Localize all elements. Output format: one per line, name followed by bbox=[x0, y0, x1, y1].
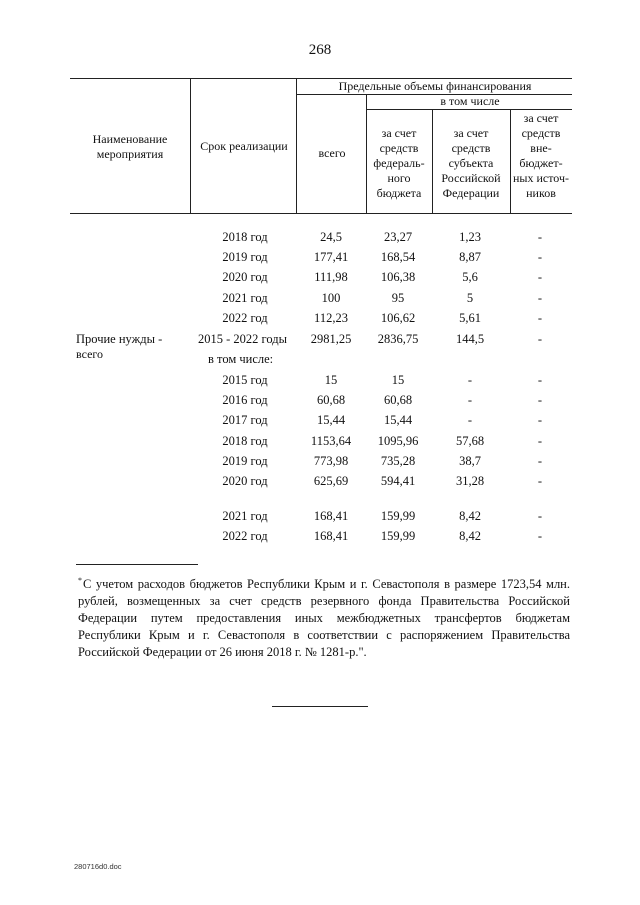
row-year: 2018 год bbox=[222, 230, 268, 244]
row-year: 2021 год bbox=[222, 509, 268, 523]
row-total: 177,41 bbox=[313, 250, 349, 264]
row-year: 2018 год bbox=[222, 434, 268, 448]
row-extra: - bbox=[537, 291, 543, 305]
header-period: Срок реализации bbox=[200, 139, 288, 153]
row-federal: 15 bbox=[391, 373, 405, 387]
header-extrabudget: за счет средств вне-бюджет-ных источ-ников bbox=[512, 111, 570, 200]
row-federal: 23,27 bbox=[383, 230, 413, 244]
row-federal: 159,99 bbox=[380, 529, 416, 543]
row-extra: - bbox=[537, 454, 543, 468]
row-federal: 159,99 bbox=[380, 509, 416, 523]
other-needs-extra: - bbox=[537, 332, 543, 346]
row-federal: 594,41 bbox=[380, 474, 416, 488]
other-needs-name-cont: всего bbox=[76, 347, 104, 361]
row-extra: - bbox=[537, 373, 543, 387]
row-subject: 57,68 bbox=[455, 434, 485, 448]
header-divider-3 bbox=[366, 94, 367, 213]
row-subject: 1,23 bbox=[459, 230, 481, 244]
row-year: 2022 год bbox=[222, 529, 268, 543]
row-extra: - bbox=[537, 311, 543, 325]
row-year: 2021 год bbox=[222, 291, 268, 305]
row-federal: 60,68 bbox=[383, 393, 413, 407]
row-federal: 15,44 bbox=[383, 413, 413, 427]
document-reference: 280716d0.doc bbox=[74, 862, 122, 871]
row-year: 2019 год bbox=[222, 250, 268, 264]
header-divider-1 bbox=[190, 78, 191, 213]
row-subject: - bbox=[467, 373, 473, 387]
row-extra: - bbox=[537, 434, 543, 448]
other-needs-period: 2015 - 2022 годы bbox=[198, 332, 288, 346]
row-federal: 1095,96 bbox=[377, 434, 419, 448]
row-extra: - bbox=[537, 393, 543, 407]
other-needs-subject: 144,5 bbox=[455, 332, 485, 346]
row-extra: - bbox=[537, 413, 543, 427]
row-subject: 8,42 bbox=[459, 529, 481, 543]
row-year: 2020 год bbox=[222, 474, 268, 488]
row-total: 773,98 bbox=[313, 454, 349, 468]
page-number: 268 bbox=[308, 42, 332, 58]
row-subject: 5,6 bbox=[462, 270, 478, 284]
row-total: 15,44 bbox=[316, 413, 346, 427]
row-year: 2015 год bbox=[222, 373, 268, 387]
row-federal: 168,54 bbox=[380, 250, 416, 264]
header-including: в том числе bbox=[440, 94, 500, 108]
row-total: 168,41 bbox=[313, 529, 349, 543]
header-total: всего bbox=[318, 146, 346, 160]
header-divider-5 bbox=[510, 109, 511, 213]
row-year: 2016 год bbox=[222, 393, 268, 407]
row-total: 15 bbox=[324, 373, 338, 387]
header-divider-2 bbox=[296, 78, 297, 213]
row-total: 1153,64 bbox=[310, 434, 352, 448]
footnote-text: С учетом расходов бюджетов Республики Крым и г. Севастополя в размере 1723,54 млн. рублей, возмещенных за счет средств резервного фонда Правительства Российской Федерации путем предоставления иных межбюджетных трансфертов бюджетам Республики Крым и г. Севастополя в соответствии с распоряжением Правительства Российской Федерации от 26 июня 2018 г. № 1281-р.". bbox=[78, 577, 570, 660]
row-federal: 95 bbox=[391, 291, 405, 305]
header-limits: Предельные объемы финансирования bbox=[338, 79, 532, 93]
row-total: 112,23 bbox=[314, 311, 348, 325]
row-year: 2022 год bbox=[222, 311, 268, 325]
row-subject: 38,7 bbox=[459, 454, 481, 468]
row-extra: - bbox=[537, 474, 543, 488]
row-federal: 735,28 bbox=[380, 454, 416, 468]
row-total: 111,98 bbox=[314, 270, 348, 284]
row-subject: 5,61 bbox=[459, 311, 481, 325]
row-federal: 106,62 bbox=[380, 311, 416, 325]
row-extra: - bbox=[537, 509, 543, 523]
end-rule bbox=[272, 706, 368, 707]
row-year: 2019 год bbox=[222, 454, 268, 468]
row-federal: 106,38 bbox=[380, 270, 416, 284]
header-federal: за счет средств федераль-ного бюджета bbox=[373, 126, 425, 200]
row-subject: 8,87 bbox=[459, 250, 481, 264]
row-total: 60,68 bbox=[316, 393, 346, 407]
footnote-marker: * bbox=[78, 576, 82, 585]
row-extra: - bbox=[537, 529, 543, 543]
row-total: 24,5 bbox=[320, 230, 342, 244]
row-subject: 31,28 bbox=[455, 474, 485, 488]
footnote bbox=[78, 572, 570, 661]
header-divider-4 bbox=[432, 109, 433, 213]
footnote-separator bbox=[76, 564, 198, 565]
header-rule-including bbox=[366, 109, 572, 110]
including-label: в том числе: bbox=[208, 352, 274, 366]
row-subject: 8,42 bbox=[459, 509, 481, 523]
row-extra: - bbox=[537, 270, 543, 284]
row-total: 100 bbox=[321, 291, 341, 305]
row-total: 625,69 bbox=[313, 474, 349, 488]
header-subject: за счет средств субъекта Российской Федерации bbox=[441, 126, 501, 200]
row-year: 2017 год bbox=[222, 413, 268, 427]
row-subject: - bbox=[467, 393, 473, 407]
row-year: 2020 год bbox=[222, 270, 268, 284]
row-extra: - bbox=[537, 250, 543, 264]
row-extra: - bbox=[537, 230, 543, 244]
row-subject: - bbox=[467, 413, 473, 427]
other-needs-name: Прочие нужды - bbox=[76, 332, 163, 346]
row-total: 168,41 bbox=[313, 509, 349, 523]
other-needs-federal: 2836,75 bbox=[377, 332, 419, 346]
header-bottom-rule bbox=[70, 213, 572, 214]
row-subject: 5 bbox=[466, 291, 474, 305]
other-needs-total: 2981,25 bbox=[310, 332, 352, 346]
header-name: Наименование мероприятия bbox=[92, 132, 168, 161]
